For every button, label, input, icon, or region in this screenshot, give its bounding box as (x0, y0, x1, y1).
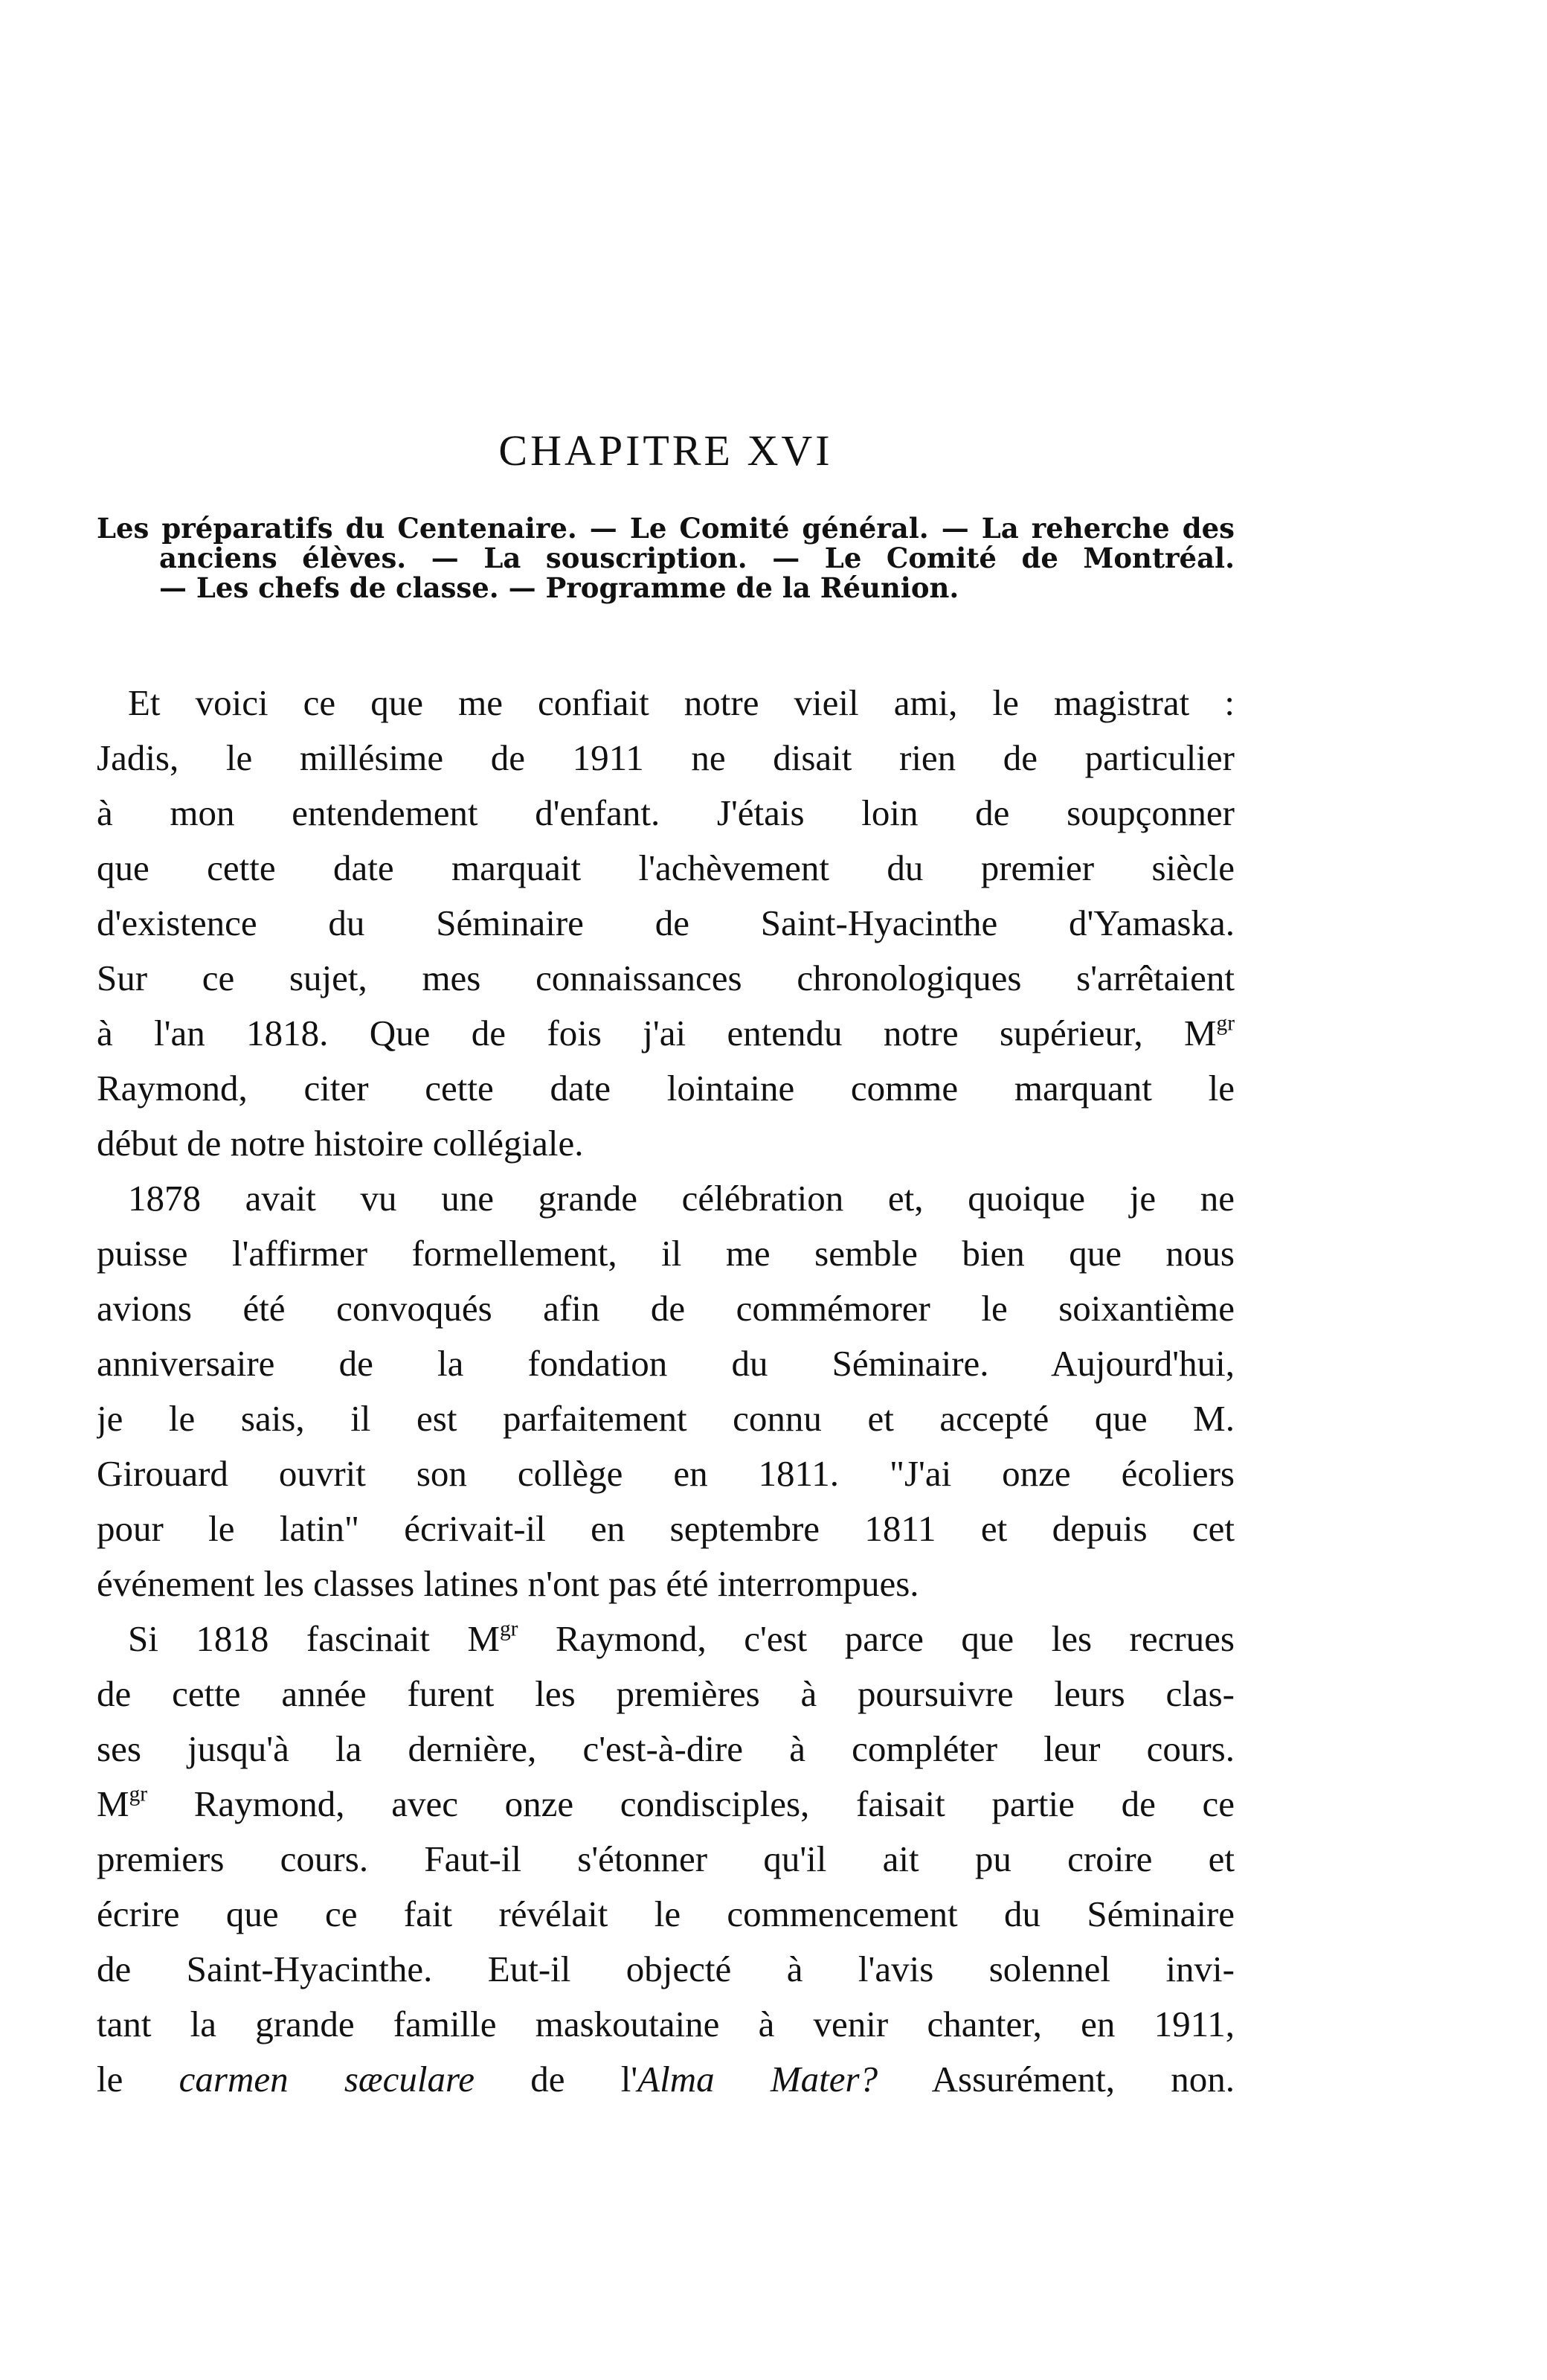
text-line: avions été convoqués afin de commémorer le soixantième (97, 1288, 1235, 1329)
text-line: événement les classes latines n'ont pas été interrompues. (97, 1563, 919, 1604)
summary-line: anciens élèves. — La souscription. — Le Comité de Montréal. (159, 542, 1235, 574)
text-line: je le sais, il est parfaitement connu et accepté que M. (97, 1398, 1235, 1439)
text-line: que cette date marquait l'achèvement du premier siècle (97, 847, 1235, 888)
chapter-summary (97, 513, 1235, 603)
superscript: gr (1216, 1011, 1235, 1036)
text-line: écrire que ce fait révélait le commencement du Séminaire (97, 1893, 1235, 1934)
superscript: gr (129, 1782, 148, 1806)
text-segment: Raymond, avec onze condisciples, faisait partie de ce (147, 1783, 1235, 1824)
text-line (97, 1777, 1235, 1832)
summary-line: Les préparatifs du Centenaire. — Le Comité général. — La reherche des (97, 512, 1235, 545)
text-line: 1878 avait vu une grande célébration et, quoique je ne (128, 1178, 1235, 1219)
text-line: tant la grande famille maskoutaine à venir chanter, en 1911, (97, 2004, 1235, 2044)
text-line (97, 2052, 1235, 2107)
body-text (97, 676, 1235, 2107)
chapter-title: CHAPITRE XVI (498, 426, 833, 475)
text-line: Girouard ouvrit son collège en 1811. "J'ai onze écoliers (97, 1453, 1235, 1494)
text-line: pour le latin" écrivait-il en septembre 1811 et depuis cet (97, 1508, 1235, 1549)
text-segment: Assurément, non. (878, 2059, 1235, 2100)
text-segment: Raymond, c'est parce que les recrues (518, 1618, 1235, 1659)
italic-text: Alma Mater? (637, 2059, 878, 2100)
text-line: puisse l'affirmer formellement, il me semble bien que nous (97, 1233, 1235, 1274)
text-line (97, 1611, 1235, 1667)
text-line: d'existence du Séminaire de Saint-Hyacinthe d'Yamaska. (97, 902, 1235, 943)
text-line: début de notre histoire collégiale. (97, 1123, 584, 1164)
text-segment: M (97, 1783, 129, 1824)
summary-line: — Les chefs de classe. — Programme de la Réunion. (159, 571, 959, 604)
text-line: anniversaire de la fondation du Séminaire. Aujourd'hui, (97, 1343, 1235, 1384)
book-page (97, 0, 1235, 2380)
text-line: Raymond, citer cette date lointaine comme marquant le (97, 1068, 1235, 1109)
text-line: de Saint-Hyacinthe. Eut-il objecté à l'avis solennel invi- (97, 1948, 1235, 1989)
text-line (97, 1006, 1235, 1061)
text-line: ses jusqu'à la dernière, c'est-à-dire à compléter leur cours. (97, 1728, 1235, 1769)
superscript: gr (499, 1617, 518, 1641)
text-line: de cette année furent les premières à poursuivre leurs clas- (97, 1673, 1235, 1714)
text-line: Jadis, le millésime de 1911 ne disait rien de particulier (97, 737, 1235, 778)
italic-text: carmen sæculare (178, 2059, 475, 2100)
text-segment: Si 1818 fascinait M (128, 1618, 500, 1659)
text-segment: le (97, 2059, 179, 2100)
text-line: Sur ce sujet, mes connaissances chronologiques s'arrêtaient (97, 958, 1235, 998)
text-segment: à l'an 1818. Que de fois j'ai entendu notre supérieur, M (97, 1013, 1217, 1053)
text-segment: de l' (474, 2059, 638, 2100)
text-line: à mon entendement d'enfant. J'étais loin de soupçonner (97, 792, 1235, 833)
text-line: Et voici ce que me confiait notre vieil ami, le magistrat : (128, 682, 1235, 723)
text-line: premiers cours. Faut-il s'étonner qu'il ait pu croire et (97, 1838, 1235, 1879)
